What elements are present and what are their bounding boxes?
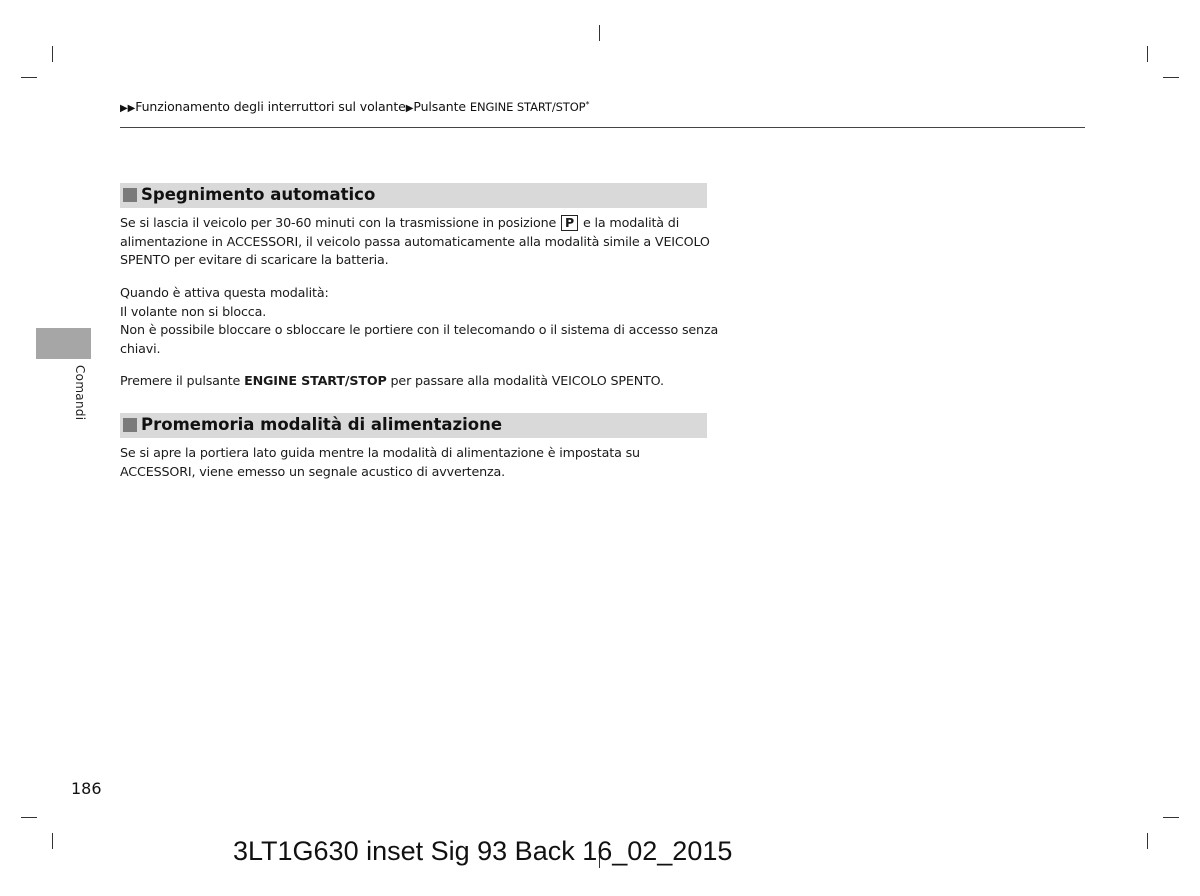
- paragraph: [120, 444, 680, 481]
- section-marker-icon: [123, 188, 137, 202]
- paragraph-line: Il volante non si blocca.: [120, 303, 267, 319]
- section-title: Spegnimento automatico: [141, 185, 376, 204]
- button-name: ENGINE START/STOP: [244, 373, 387, 388]
- paragraph-text: per passare alla modalità VEICOLO SPENTO.: [390, 373, 664, 388]
- paragraph-text: e la modalità di alimentazione in ACCESSORI, il veicolo passa automaticamente alla modalità simile a VEICOLO SPENTO per evitare di scaricare la batteria.: [120, 215, 710, 267]
- paragraph: [120, 372, 720, 391]
- paragraph-line: Quando è attiva questa modalità:: [120, 285, 329, 300]
- header-rule: [120, 127, 1085, 128]
- crop-mark: [1147, 46, 1148, 62]
- breadcrumb-item: Funzionamento degli interruttori sul volante: [135, 99, 406, 114]
- crop-mark: [1163, 817, 1179, 818]
- breadcrumb-item: ENGINE START/STOP: [469, 100, 586, 114]
- paragraph-line: Non è possibile bloccare o sbloccare le portiere con il telecomando o il sistema di accesso senza chiavi.: [120, 322, 719, 356]
- paragraph-text: Se si lascia il veicolo per 30-60 minuti con la trasmissione in posizione: [120, 215, 557, 230]
- page-number: 186: [71, 779, 102, 798]
- crop-mark: [599, 25, 600, 41]
- paragraph: [120, 214, 710, 270]
- crop-mark: [1147, 833, 1148, 849]
- footnote-marker: *: [585, 100, 590, 109]
- crop-mark: [1163, 77, 1179, 78]
- breadcrumb-arrow-icon: ▶▶: [120, 103, 136, 114]
- print-code: 3LT1G630 inset Sig 93 Back 16_02_2015: [233, 836, 733, 866]
- paragraph-text: Premere il pulsante: [120, 373, 241, 388]
- breadcrumb-arrow-icon: ▶: [405, 103, 414, 114]
- section-title: Promemoria modalità di alimentazione: [141, 415, 503, 434]
- section-heading: [120, 413, 707, 438]
- chapter-tab: [36, 328, 91, 359]
- paragraph: [120, 284, 720, 358]
- park-position-symbol: P: [561, 215, 578, 231]
- breadcrumb-item: Pulsante: [413, 99, 466, 114]
- crop-mark: [52, 833, 53, 849]
- crop-mark: [21, 817, 37, 818]
- chapter-label: Comandi: [73, 365, 87, 421]
- section-marker-icon: [123, 418, 137, 432]
- crop-mark: [21, 77, 37, 78]
- section-heading: [120, 183, 707, 208]
- paragraph-text: Se si apre la portiera lato guida mentre la modalità di alimentazione è impostata su ACCESSORI, viene emesso un segnale acustico di avvertenza.: [120, 445, 640, 479]
- breadcrumb: [120, 99, 589, 114]
- crop-mark: [52, 46, 53, 62]
